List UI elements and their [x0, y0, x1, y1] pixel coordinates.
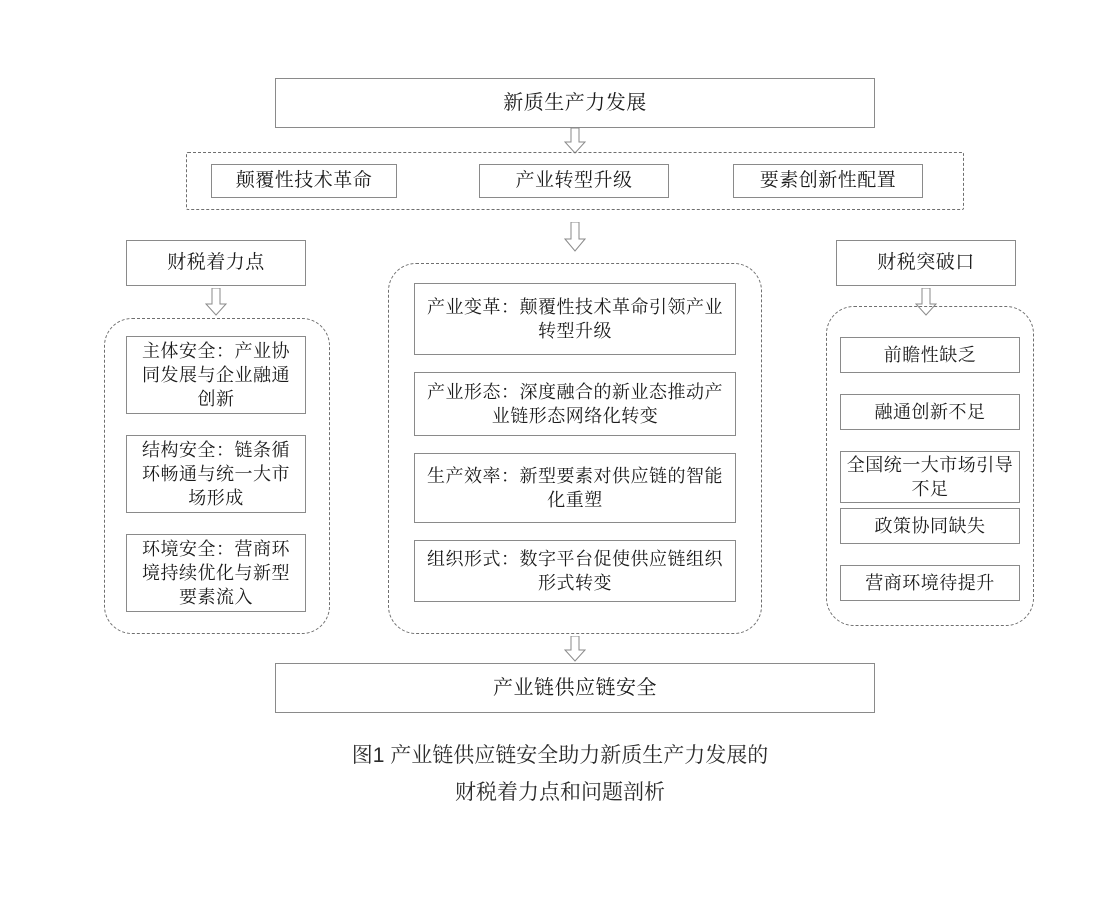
node-middle-item-3-label: 生产效率：新型要素对供应链的智能化重塑 [427, 465, 723, 510]
node-row2-industry-upgrade [479, 164, 669, 198]
node-top-title [275, 78, 875, 128]
node-right-header-label: 财税突破口 [877, 252, 975, 274]
node-middle-item-2-label: 产业形态：深度融合的新业态推动产业链形态网络化转变 [427, 381, 723, 426]
node-middle-item-4 [414, 540, 736, 602]
node-left-item-2 [126, 435, 306, 513]
node-middle-item-3 [414, 453, 736, 523]
node-right-item-5 [840, 565, 1020, 601]
node-left-item-3-label: 环境安全：营商环境持续优化与新型要素流入 [142, 538, 290, 608]
node-bottom-title [275, 663, 875, 713]
node-left-item-1 [126, 336, 306, 414]
node-top-title-label: 新质生产力发展 [503, 91, 647, 114]
node-row2-industry-upgrade-label: 产业转型升级 [515, 170, 633, 192]
arrow-down-row2-to-middle [564, 222, 586, 252]
node-right-header [836, 240, 1016, 286]
node-middle-item-1-label: 产业变革：颠覆性技术革命引领产业转型升级 [427, 296, 723, 341]
node-row2-factor-allocation [733, 164, 923, 198]
node-right-item-4-label: 政策协同缺失 [874, 515, 986, 536]
node-right-item-3-label: 全国统一大市场引导不足 [846, 454, 1014, 499]
node-right-item-5-label: 营商环境待提升 [865, 572, 995, 593]
node-left-item-3 [126, 534, 306, 612]
node-left-header-label: 财税着力点 [167, 252, 265, 274]
node-right-item-1-label: 前瞻性缺乏 [883, 344, 977, 365]
figure-caption [0, 738, 1120, 812]
node-right-item-2 [840, 394, 1020, 430]
node-right-item-4 [840, 508, 1020, 544]
node-left-item-2-label: 结构安全：链条循环畅通与统一大市场形成 [142, 439, 290, 509]
node-left-header [126, 240, 306, 286]
figure-caption-line-2: 财税着力点和问题剖析 [455, 780, 665, 804]
node-right-item-2-label: 融通创新不足 [874, 401, 986, 422]
node-row2-factor-allocation-label: 要素创新性配置 [759, 170, 897, 192]
figure-caption-line-1: 图1 产业链供应链安全助力新质生产力发展的 [351, 744, 769, 767]
node-left-item-1-label: 主体安全：产业协同发展与企业融通创新 [142, 340, 290, 410]
node-row2-disruptive-tech [211, 164, 397, 198]
node-middle-item-2 [414, 372, 736, 436]
node-middle-item-1 [414, 283, 736, 355]
node-right-item-1 [840, 337, 1020, 373]
node-middle-item-4-label: 组织形式：数字平台促使供应链组织形式转变 [427, 548, 723, 593]
node-right-item-3 [840, 451, 1020, 503]
node-row2-disruptive-tech-label: 颠覆性技术革命 [235, 170, 373, 192]
arrow-down-left-header [205, 288, 227, 318]
node-bottom-title-label: 产业链供应链安全 [493, 676, 657, 699]
arrow-down-middle-to-bottom [564, 636, 586, 666]
